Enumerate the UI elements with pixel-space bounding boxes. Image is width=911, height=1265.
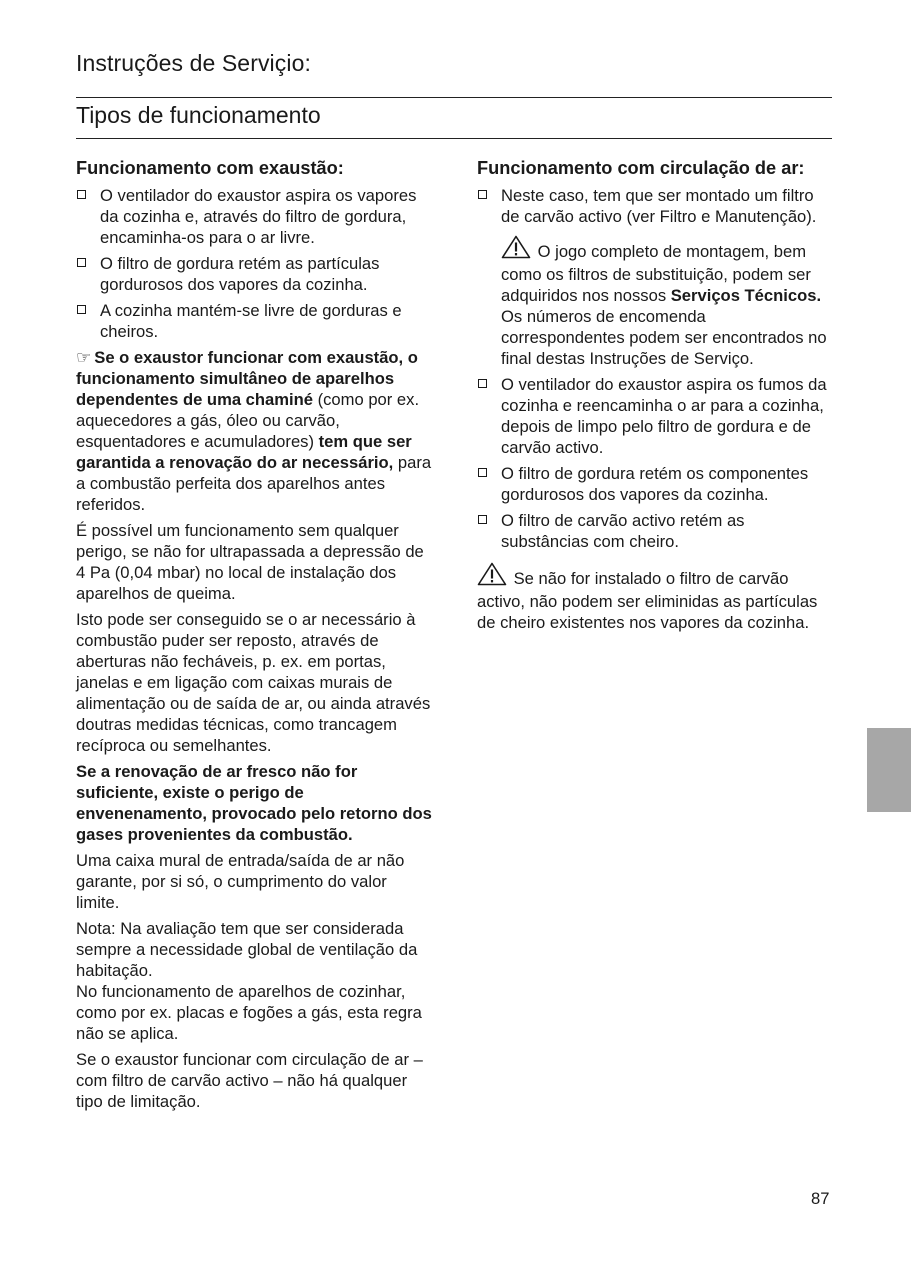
bottom-divider bbox=[76, 138, 832, 139]
note-paragraph: Nota: Na avaliação tem que ser considerada sempre a necessidade global de ventilação da habitação. No funcionamento de aparelhos de cozinhar, como por ex. placas e fogões a gás, esta regra não se aplica. bbox=[76, 919, 422, 1043]
pointing-hand-icon: ☞ bbox=[76, 348, 92, 367]
chimney-warning: ☞ Se o exaustor funcionar com exaustão, o funcionamento simultâneo de aparelhos dependentes de uma chaminé (como por ex. aquecedores a gás, óleo ou carvão, esquentadores e acumuladores) tem que ser garantida a renovação do ar necessário, para a combustão perfeita dos aparelhos antes referidos. bbox=[76, 348, 432, 514]
top-divider bbox=[76, 97, 832, 98]
warning-triangle-icon bbox=[477, 562, 507, 591]
page-number: 87 bbox=[811, 1189, 830, 1208]
no-filter-warning: Se não for instalado o filtro de carvão activo, não podem ser eliminidas as partículas de cheiro existentes nos vapores da cozinha. bbox=[477, 562, 827, 633]
document-title: Instruções de Serviçio: bbox=[76, 50, 311, 76]
recirculation-mode-heading: Funcionamento com circulação de ar: bbox=[477, 158, 805, 178]
list-item: O filtro de gordura retém os componentes gordurosos dos vapores da cozinha. bbox=[477, 463, 827, 505]
section-title: Tipos de funcionamento bbox=[76, 102, 321, 128]
language-side-tab bbox=[867, 728, 911, 812]
checkbox-bullet-icon bbox=[77, 190, 86, 199]
list-item: O ventilador do exaustor aspira os fumos da cozinha e reencaminha o ar para a cozinha, depois de limpo pelo filtro de gordura e de carvão activo. bbox=[477, 374, 827, 458]
recirculation-bullet-list bbox=[477, 185, 827, 227]
list-item: O filtro de gordura retém as partículas gordurosos dos vapores da cozinha. bbox=[76, 253, 434, 295]
checkbox-bullet-icon bbox=[77, 305, 86, 314]
list-item: Neste caso, tem que ser montado um filtro de carvão activo (ver Filtro e Manutenção). bbox=[477, 185, 827, 227]
wall-box-paragraph: Uma caixa mural de entrada/saída de ar não garante, por si só, o cumprimento do valor limite. bbox=[76, 851, 405, 912]
recirculation-bullet-list-2 bbox=[477, 374, 827, 552]
checkbox-bullet-icon bbox=[478, 379, 487, 388]
checkbox-bullet-icon bbox=[478, 468, 487, 477]
exhaust-bullet-list bbox=[76, 185, 434, 342]
checkbox-bullet-icon bbox=[77, 258, 86, 267]
air-supply-paragraph: Isto pode ser conseguido se o ar necessário à combustão puder ser reposto, através de aberturas não fecháveis, p. ex. em portas, janelas e em ligação com caixas murais de alimentação ou de saída de ar, ou ainda através doutras medidas técnicas, como trancagem recíproca ou semelhantes. bbox=[76, 610, 431, 755]
left-column bbox=[76, 156, 434, 1117]
list-item: O ventilador do exaustor aspira os vapores da cozinha e, através do filtro de gordura, encaminha-os para o ar livre. bbox=[76, 185, 434, 248]
poisoning-warning: Se a renovação de ar fresco não for suficiente, existe o perigo de envenenamento, provocado pelo retorno dos gases provenientes da combustão. bbox=[76, 762, 432, 844]
pressure-paragraph: É possível um funcionamento sem qualquer perigo, se não for ultrapassada a depressão de 4 Pa (0,04 mbar) no local de instalação dos aparelhos de queima. bbox=[76, 521, 424, 603]
right-column bbox=[477, 156, 827, 638]
installation-kit-note: O jogo completo de montagem, bem como os filtros de substituição, podem ser adquiridos nos nossos Serviços Técnicos. Os números de encomenda correspondentes podem ser encontrados no final destas Instruções de Serviço. bbox=[477, 235, 827, 369]
checkbox-bullet-icon bbox=[478, 190, 487, 199]
recirculation-paragraph: Se o exaustor funcionar com circulação de ar – com filtro de carvão activo – não há qualquer tipo de limitação. bbox=[76, 1050, 423, 1111]
list-item: O filtro de carvão activo retém as substâncias com cheiro. bbox=[477, 510, 827, 552]
list-item: A cozinha mantém-se livre de gorduras e cheiros. bbox=[76, 300, 434, 342]
checkbox-bullet-icon bbox=[478, 515, 487, 524]
warning-triangle-icon bbox=[501, 235, 531, 264]
exhaust-mode-heading: Funcionamento com exaustão: bbox=[76, 158, 344, 178]
